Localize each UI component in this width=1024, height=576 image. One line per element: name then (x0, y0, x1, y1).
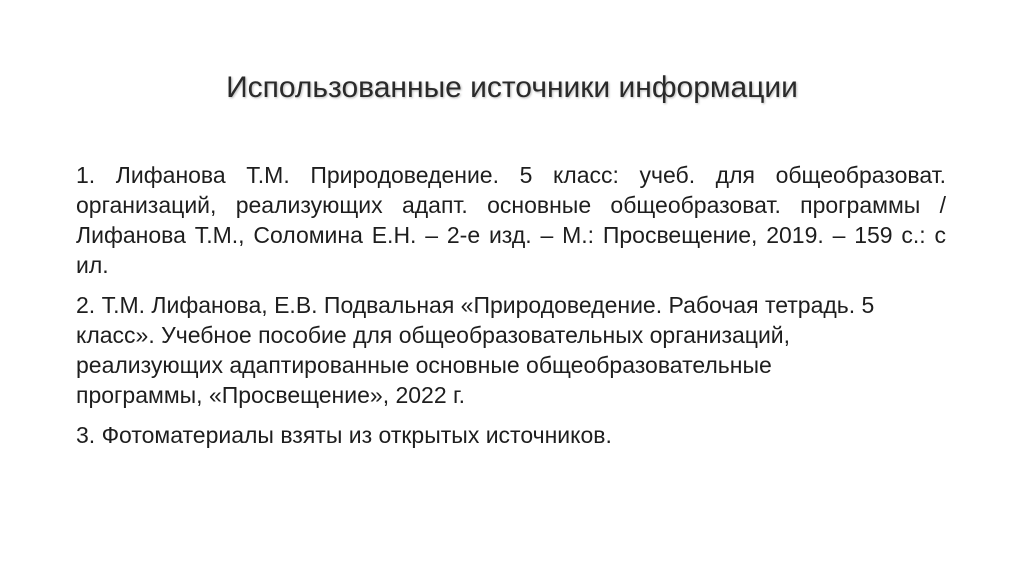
source-item-1: 1. Лифанова Т.М. Природоведение. 5 класс: учеб. для общеобразоват. организаций, реализующих адапт. основные общеобразоват. программы / Лифанова Т.М., Соломина Е.Н. – 2-е изд. – М.: Просвещение, 2019. – 159 с.: с ил. (76, 162, 946, 278)
sources-list (76, 160, 946, 460)
source-item-2: 2. Т.М. Лифанова, Е.В. Подвальная «Природоведение. Рабочая тетрадь. 5 класс». Учебное пособие для общеобразовательных организаций, реализующих адаптированные основные общеобразовательные программы, «Просвещение», 2022 г. (76, 292, 875, 408)
source-item-3: 3. Фотоматериалы взяты из открытых источников. (76, 422, 612, 448)
slide-title: Использованные источники информации (226, 71, 798, 104)
